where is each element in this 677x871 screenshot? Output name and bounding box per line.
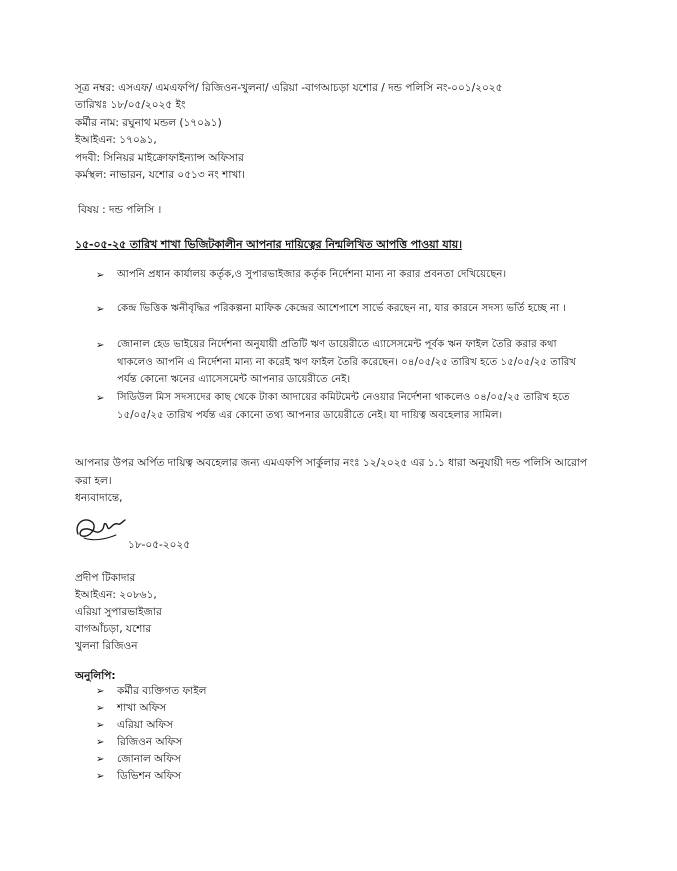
subject-line: বিষয় : দন্ড পলিসি । [78,204,162,216]
cc-item: জোনাল অফিস [117,753,181,765]
reference-number: সূত্র নম্বর: এসএফ/ এমএফপি/ রিজিওন-খুলনা/ এরিয়া -বাগআচড়া যশোর / দন্ড পলিসি নং-০০১/২০২৫ [75,82,503,94]
signatory-region: খুলনা রিজিওন [75,640,138,652]
bullet-icon: ➢ [96,270,105,281]
bullet-icon: ➢ [96,720,105,731]
finding-item: কেন্দ্র ভিত্তিক ঋনীবৃদ্ধির পরিকল্পনা মাফিক কেন্দ্রের আশেপাশে সার্ভে করছেন না, যার কারনে সদস্য ভর্তি হচ্ছে না । [117,303,567,314]
cc-item: ডিভিশন অফিস [117,770,182,782]
employee-workplace: কর্মস্থল: নাভারন, যশোর ০৫১৩ নং শাখা। [75,169,246,181]
finding-item: জোনাল হেড ভাইয়ের নির্দেশনা অনুযায়ী প্রতিটি ঋণ ডায়েরীতে এ্যাসেসমেন্ট পূর্বক ঋন ফাইল তৈরি করার কথা থাকলেও আপনি এ নির্দেশনা মান্য না করেই ঋণ ফাইল তৈরি করেছেন। ০৪/০৫/২৫ তারিখ হতে ১৫/০৫/২৫ তারিখ পর্যন্ত কোনো ঋনের এ্যাসেসমেন্ট আপনার ডায়েরীতে নেই। [117,339,577,385]
employee-ein: ইআইএন: ১৭০৯১, [75,134,157,146]
bullet-icon: ➢ [96,737,105,748]
bullet-icon: ➢ [96,771,105,782]
cc-item: রিজিওন অফিস [117,736,183,748]
bullet-icon: ➢ [96,304,105,315]
bullet-icon: ➢ [96,703,105,714]
finding-item: সিডিউল মিস সদস্যদের কাছ থেকে টাকা আদায়ের কমিটমেন্ট নেওয়ার নির্দেশনা থাকলেও ০৪/০৫/২৫ তারিখ হতে ১৫/০৫/২৫ তারিখ পর্যন্ত এর কোনো তথ্য আপনার ডায়েরীতে নেই। যা দায়িত্ব অবহেলার সামিল। [117,392,570,421]
signatory-location: বাগআঁচড়া, যশোর [75,623,152,635]
cc-item: শাখা অফিস [117,702,167,714]
bullet-icon: ➢ [96,686,105,697]
cc-item: কর্মীর ব্যক্তিগত ফাইল [117,685,207,697]
cc-item: এরিয়া অফিস [117,719,174,731]
cc-label: অনুলিপি: [75,670,116,682]
findings-heading: ১৫-০৫-২৫ তারিখ শাখা ভিজিটকালীন আপনার দায়িত্বের নিন্মলিখিত আপত্তি পাওয়া যায়। [75,238,462,251]
employee-designation: পদবী: সিনিয়র মাইক্রোফাইন্যান্স অফিসার [75,152,244,164]
signatory-ein: ইআইএন: ২০৮৬১, [75,589,157,601]
signatory-name: প্রদীপ টিকাদার [75,572,136,584]
employee-name: কর্মীর নাম: রঘুনাথ মন্ডল (১৭০৯১) [75,117,222,129]
signature-date: ১৮-০৫-২০২৫ [128,539,191,551]
signatory-designation: এরিয়া সুপারভাইজার [75,606,162,618]
letter-date: তারিখঃ ১৮/০৫/২০২৫ ইং [75,99,186,111]
signature-image [70,510,130,546]
closing-text: ধন্যবাদান্তে, [75,492,123,504]
finding-item: আপনি প্রধান কার্যালয় কর্তৃক,ও সুপারভাইজার কর্তৃক নির্দেশনা মান্য না করার প্রবনতা দেখিয়েছেন। [117,269,507,280]
bullet-icon: ➢ [96,340,105,351]
conclusion-paragraph: আপনার উপর অর্পিত দায়িত্ব অবহেলার জন্য এমএফপি সার্কুলার নংঃ ১২/২০২৫ এর ১.১ ধারা অনুযায়ী দন্ড পলিসি আরোপ করা হল। [75,457,588,487]
bullet-icon: ➢ [96,754,105,765]
bullet-icon: ➢ [96,393,105,404]
